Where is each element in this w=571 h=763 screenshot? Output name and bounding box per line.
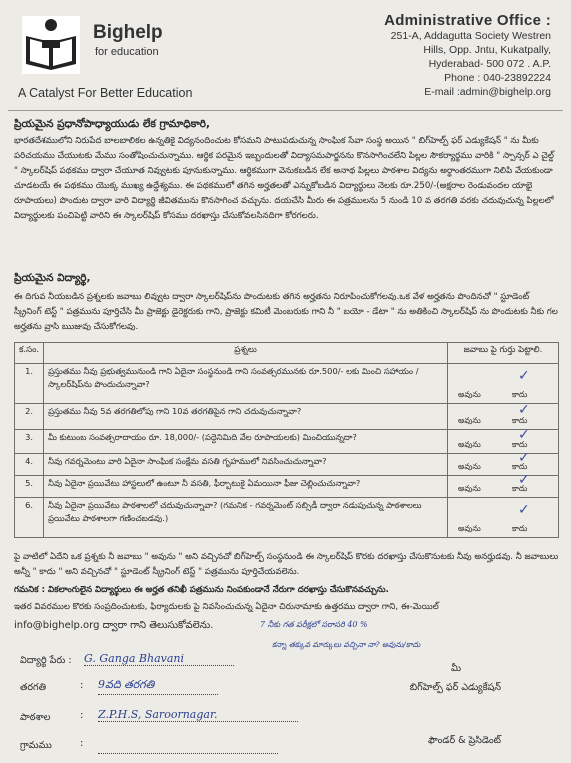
question-text: నీవు ఏదైనా ప్రయివేటు పాఠశాలలో చదువుచున్నావా? (గమనిక - గవర్నమెంట్ సబ్సిడీ ద్వారా నడుపుచున్న పాఠశాలలు ప్రయివేటు పాఠశాలగా గణించబడవు.) [44, 498, 448, 538]
village-value[interactable] [98, 752, 278, 754]
checkmark-icon: ✓ [518, 402, 530, 418]
table-row [15, 404, 559, 430]
intro-paragraph: భారతదేశములోని నిరుపేద బాలబాలికల ఉన్నతికై విద్యనందించుట కోసమని పాటుపడుచున్న సాంఘిక సేవా సంస్థ అయిన " బిగ్‌హెల్ప్ ఫర్ ఎడ్యుకేషన్ " ను మీకు పరిచయము చేయుటకు మేము సంతోషించుచున్నాము. ఆర్థిక పరమైన ఇబ్బందులతో విద్యాసమపార్జనను కొనసాగించలేని పిల్లల సౌకర్యార్థము వారికి " స్పాన్సర్ ఎ చైల్డ్ " స్కాలర్‌షిప్ పథకము ద్వారా చేయూత నివ్వుటకు పూనుకున్నాము. ఆర్థికముగా వెనుకబడిన లేక అనాథ పిల్లలు పాఠశాల విద్యను అర్ధాంతరముగా నిలిపి వేయకుండా చూడటయే ఈ పథకము యొక్క ముఖ్య ఉద్దేశ్యము. ఈ పథకములో తగిన అర్హతలతో ఎన్నుకోబడిన విద్యార్థులు నెలకు రూ.250/-(అక్షరాల రెండువందల యాభై రూపాయలు) పొందుట ద్వారా వారి విద్యార్థి జీవితమును కొనసాగించ వచ్చును. దయచేసి మీరు ఈ పత్రములను 5 నుండి 10 వ తరగతి వరకు చదువుచున్న పిల్లలలో విద్యార్థులకు పంచిపెట్టి వారిని ఈ స్కాలర్‌షిప్ కోసము దరఖాస్తు చేసుకోవలసినదిగా కోరగలరు. [14, 136, 554, 221]
answer-cell[interactable] [448, 472, 559, 498]
question-text: నీవు ఏదైనా ప్రయివేటు హాస్టలులో ఉంటూ నీ వసతి, ఫీర్బాటుకై ఏమయినా ఫీజు చెల్లించుచున్నావా? [44, 476, 448, 498]
signature-org: బిగ్‌హెల్ప్ ఫర్ ఎడ్యుకేషన్ [409, 682, 501, 693]
no-option[interactable]: కాదు [512, 416, 528, 425]
student-name-label: విద్యార్థి పేరు : [20, 655, 72, 666]
brand-subtitle: for education [95, 46, 159, 58]
yes-option[interactable]: అవును [458, 440, 481, 449]
eligibility-table [14, 342, 559, 538]
tagline: A Catalyst For Better Education [18, 86, 193, 100]
note-disabled-students: గమనిక : వికలాంగులైన విద్యార్థులు ఈ అర్హత తనిఖీ పత్రమును నింపకుండానే నేరుగా దరఖాస్తు చేసుకొనవచ్చును. [14, 585, 389, 595]
village-colon: : [80, 738, 84, 749]
yes-option[interactable]: అవును [458, 416, 481, 425]
checkmark-icon: ✓ [518, 502, 530, 518]
row-number: 1. [15, 364, 44, 404]
signature-title: ఫౌండర్ & ప్రెసిడెంట్ [428, 735, 501, 746]
office-email: E-mail :admin@bighelp.org [424, 86, 551, 98]
office-title: Administrative Office : [384, 12, 551, 29]
checkmark-icon: ✓ [518, 427, 530, 443]
yes-option[interactable]: అవును [458, 484, 481, 493]
disqualification-paragraph: పై వాటిలో ఏదేని ఒక ప్రశ్నకు నీ జవాబు " అవును " అని వచ్చినచో బిగ్‌హెల్ప్ సంస్థనుండి ఈ స్కాలర్‌షిప్ కొరకు దరఖాస్తు చేసుకొనుటకు నీవు అనర్హుడవు. నీ జవాబులు అన్నీ " కాదు " అని వచ్చినచో " స్టూడెంట్ స్క్రీనింగ్ టెస్ట్ " పత్రమును పూర్తిచేయవలెను. [14, 552, 559, 577]
salutation-student: ప్రియమైన విద్యార్థి, [14, 272, 91, 284]
school-label: పాఠశాల [20, 712, 51, 723]
answer-cell[interactable] [448, 364, 559, 404]
school-value[interactable]: Z.P.H.S, Saroornagar. [98, 708, 298, 722]
no-option[interactable]: కాదు [512, 484, 528, 493]
header-divider [8, 110, 563, 111]
bighelp-logo [20, 14, 82, 76]
row-number: 3. [15, 430, 44, 454]
table-header-row [15, 343, 559, 364]
row-number: 4. [15, 454, 44, 476]
signature-line-yours: మీ [450, 663, 461, 674]
checkmark-icon: ✓ [518, 450, 530, 466]
question-text: ప్రస్తుతము నీవు 5వ తరగతిలోపు గాని 10వ తరగతిపైన గాని చదువుచున్నావా? [44, 404, 448, 430]
answer-cell[interactable] [448, 404, 559, 430]
column-header-question: ప్రశ్నలు [44, 343, 448, 364]
column-header-sno: క.సం. [15, 343, 44, 364]
class-label: తరగతి [20, 682, 46, 693]
table-row [15, 364, 559, 404]
checkmark-icon: ✓ [518, 368, 530, 384]
row-number: 2. [15, 404, 44, 430]
question-text: నీవు గవర్నమెంటు వారి ఏదైనా సాంఘిక సంక్షేమ వసతి గృహములో నివసించుచున్నావా? [44, 454, 448, 476]
salutation-headmaster: ప్రియమైన ప్రధానోపాధ్యాయుడు లేక గ్రామాధికారి, [14, 118, 211, 130]
answer-cell[interactable] [448, 450, 559, 476]
table-row [15, 476, 559, 498]
row-number: 6. [15, 498, 44, 538]
class-value[interactable]: 9వది తరగతి [98, 678, 218, 695]
question-text: ప్రస్తుతము నీవు ప్రభుత్వమునుండి గాని ఏదైనా సంస్థనుండి గాని సంవత్సరమునకు రూ.500/- లకు మించి సహాయం / స్కాలర్‌షిప్‌ను పొందుచున్నావా? [44, 364, 448, 404]
office-line: Hyderabad- 500 072 . A.P. [428, 58, 551, 70]
table-row [15, 454, 559, 476]
handwritten-note-answer: కన్నా తక్కువ మార్కులు వచ్చినా నా? అవును/కాదు [272, 640, 421, 649]
checkmark-icon: ✓ [518, 472, 530, 488]
email-line: info@bighelp.org ద్వారా గాని తెలుసుకోవలెను. [14, 620, 214, 631]
table-row [15, 430, 559, 454]
no-option[interactable]: కాదు [512, 440, 528, 449]
answer-cell[interactable] [448, 498, 559, 538]
no-option[interactable]: కాదు [512, 390, 528, 399]
question-text: మీ కుటుంబ సంవత్సరాదాయం రూ. 18,000/- (పద్దెనిమిది వేల రూపాయలకు) మించియున్నదా? [44, 430, 448, 454]
yes-option[interactable]: అవును [458, 390, 481, 399]
instructions-paragraph: ఈ దిగువ నీయబడిన ప్రశ్నలకు జవాబు లివ్వుట ద్వారా స్కాలర్‌షిప్‌ను పొందుటకు తగిన అర్హతను నిరూపించుకోగలవు.ఒక వేళ అర్హతను పొందినచో " స్టూడెంట్ స్క్రీనింగ్ టెస్ట్ " పత్రమును పూర్తిచేసి మీ ప్రాజెక్టు డైరెక్టరుకు గాని, ప్రాజెక్టు కమిటీ మెంబరుకు గాని నీ " బయో - డేటా " ను అతికించి స్కాలర్‌షిప్ ను పొందుటకు నీకు గల అర్హతను వ్రాసి ఋజువు చేసుకోగలవు. [14, 292, 558, 332]
row-number: 5. [15, 476, 44, 498]
office-line: 251-A, Addagutta Society Westren [390, 30, 551, 42]
student-name-value[interactable]: G. Ganga Bhavani [84, 652, 234, 666]
table-row [15, 498, 559, 538]
no-option[interactable]: కాదు [512, 462, 528, 471]
yes-option[interactable]: అవును [458, 462, 481, 471]
contact-paragraph: ఇతర వివరముల కొరకు సంప్రదించుటకు, ఫిర్యాదులకు పై నివసించుచున్న ఏదైనా చిరునామాకు ఉత్తరము ద్వారా గాని, ఈ-మెయిల్ [14, 602, 439, 612]
answer-cell[interactable] [448, 427, 559, 454]
column-header-answer: జవాబు పై గుర్తు పెట్టాలి. [448, 343, 559, 364]
brand-name: Bighelp [93, 22, 163, 43]
yes-option[interactable]: అవును [458, 524, 481, 533]
no-option[interactable]: కాదు [512, 524, 528, 533]
office-address-block [311, 12, 551, 99]
school-colon: : [80, 710, 84, 721]
handwritten-note-question: 7 నీకు గత పరీక్షలో సరాసరి 40 % [260, 620, 368, 629]
office-line: Hills, Opp. Jntu, Kukatpally, [423, 44, 551, 56]
office-phone: Phone : 040-23892224 [444, 72, 551, 84]
village-label: గ్రామము [20, 740, 52, 751]
class-colon: : [80, 680, 84, 691]
